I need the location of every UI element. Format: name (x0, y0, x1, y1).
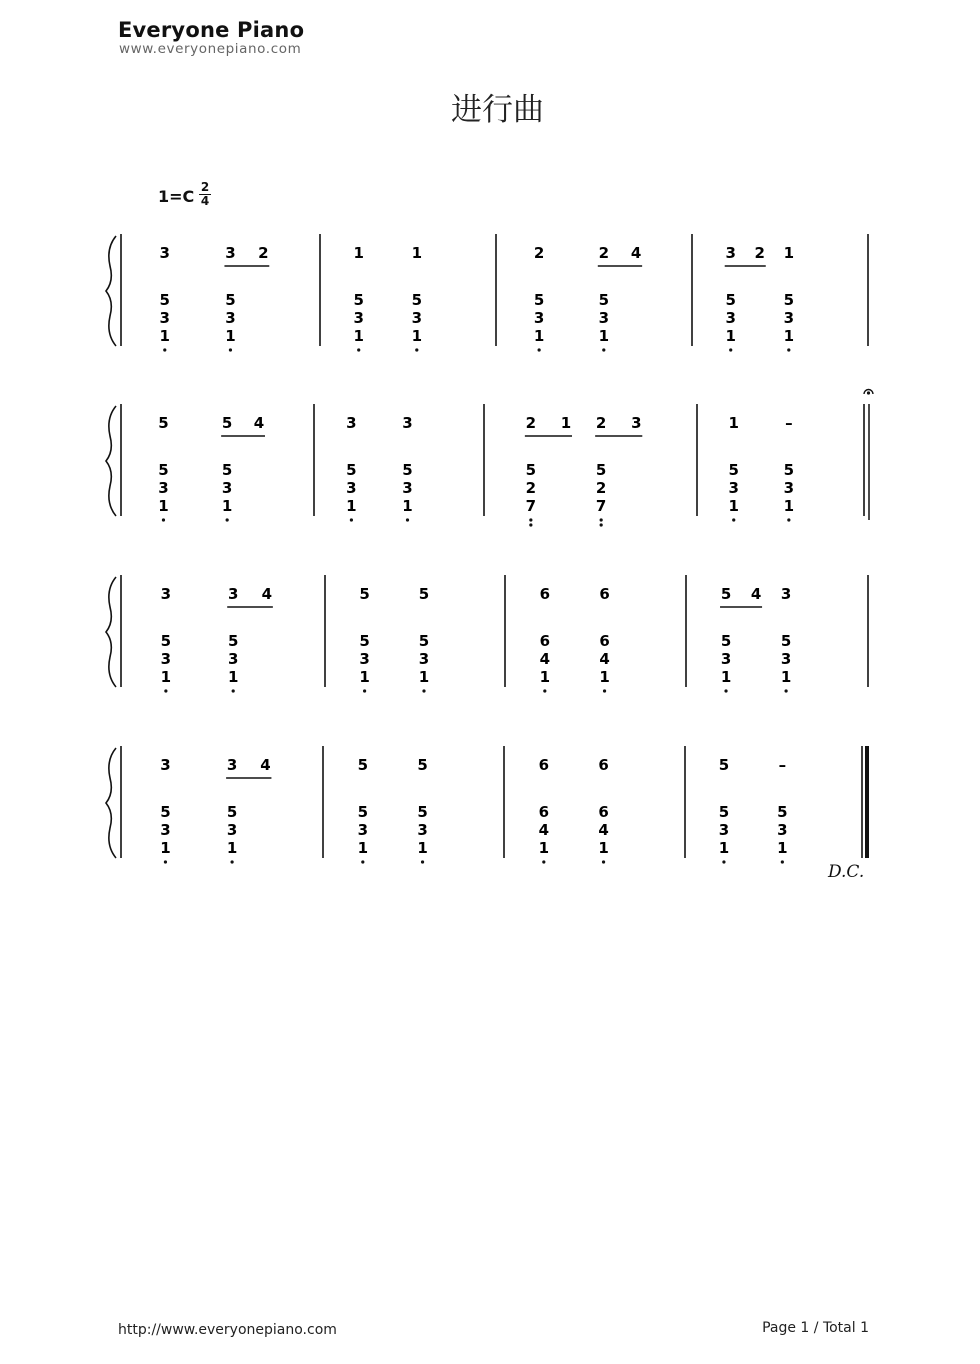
low-octave-dot (600, 518, 603, 521)
chord-note: 3 (158, 479, 169, 497)
chord-note: 3 (783, 479, 795, 497)
chord-note: 5 (159, 291, 170, 309)
chord-note: 1 (728, 497, 739, 515)
melody-note: 3 (160, 585, 172, 603)
chord-note: 7 (595, 497, 607, 515)
low-octave-dot (529, 523, 532, 526)
low-octave-dot (600, 523, 603, 526)
chord-note: 1 (227, 668, 239, 686)
low-octave-dot (785, 689, 788, 692)
chord-note: 5 (158, 461, 169, 479)
melody-note: 3 (402, 414, 413, 432)
chord-note: 6 (598, 803, 609, 821)
melody-note: 3 (631, 414, 642, 432)
low-octave-dot (542, 860, 545, 863)
brand-url: www.everyonepiano.com (119, 41, 302, 57)
chord-note: 3 (221, 479, 233, 497)
chord-note: 3 (418, 650, 430, 668)
chord-note: 5 (533, 291, 545, 309)
chord-note: 1 (411, 327, 423, 345)
low-octave-dot (729, 348, 732, 351)
chord-note: 1 (359, 668, 370, 686)
melody-note: 1 (783, 244, 795, 262)
chord-note: 1 (353, 327, 364, 345)
low-octave-dot (602, 348, 605, 351)
melody-note: 3 (159, 244, 170, 262)
chord-note: 1 (783, 497, 795, 515)
melody-note: 4 (260, 756, 271, 774)
melody-note: 5 (720, 585, 732, 603)
chord-note: 1 (158, 497, 169, 515)
melody-note: 4 (750, 585, 762, 603)
chord-note: 5 (418, 632, 430, 650)
chord-note: 5 (718, 803, 730, 821)
chord-note: 3 (728, 479, 739, 497)
chord-note: 3 (159, 309, 170, 327)
melody-note: 5 (221, 414, 233, 432)
chord-note: 1 (718, 839, 730, 857)
chord-note: 5 (359, 632, 370, 650)
chord-note: 3 (725, 309, 736, 327)
chord-note: 3 (402, 479, 413, 497)
low-octave-dot (226, 518, 229, 521)
low-octave-dot (164, 689, 167, 692)
chord-note: 6 (538, 803, 550, 821)
chord-note: 3 (780, 650, 792, 668)
chord-note: 5 (411, 291, 423, 309)
chord-note: 1 (225, 327, 236, 345)
chord-note: 1 (598, 327, 610, 345)
chord-note: 3 (533, 309, 545, 327)
melody-note: 3 (226, 756, 238, 774)
chord-note: 3 (160, 650, 172, 668)
melody-note: 5 (158, 414, 169, 432)
chord-note: 1 (777, 839, 788, 857)
chord-note: 1 (417, 839, 428, 857)
chord-note: 2 (595, 479, 607, 497)
chord-note: 1 (226, 839, 238, 857)
chord-note: 3 (777, 821, 788, 839)
low-octave-dot (529, 518, 532, 521)
chord-note: 5 (595, 461, 607, 479)
chord-note: 3 (160, 821, 171, 839)
chord-note: 5 (777, 803, 788, 821)
chord-note: 1 (221, 497, 233, 515)
melody-note: 6 (539, 585, 551, 603)
low-octave-dot (357, 348, 360, 351)
low-octave-dot (350, 518, 353, 521)
chord-note: 1 (160, 839, 171, 857)
low-octave-dot (724, 689, 727, 692)
chord-note: 4 (598, 821, 609, 839)
melody-note: 3 (160, 756, 171, 774)
chord-note: 5 (783, 291, 795, 309)
chord-note: 1 (780, 668, 792, 686)
footer-url[interactable]: http://www.everyonepiano.com (118, 1322, 337, 1338)
melody-note: 1 (560, 414, 572, 432)
low-octave-dot (363, 689, 366, 692)
melody-note: 5 (718, 756, 730, 774)
low-octave-dot (229, 348, 232, 351)
chord-note: 5 (160, 803, 171, 821)
low-octave-dot (603, 689, 606, 692)
low-octave-dot (415, 348, 418, 351)
low-octave-dot (422, 689, 425, 692)
chord-note: 1 (160, 668, 172, 686)
chord-note: 3 (598, 309, 610, 327)
chord-note: 1 (402, 497, 413, 515)
page-title: 进行曲 (451, 92, 544, 128)
melody-note: 6 (598, 756, 609, 774)
low-octave-dot (722, 860, 725, 863)
chord-note: 5 (357, 803, 369, 821)
low-octave-dot (231, 860, 234, 863)
low-octave-dot (361, 860, 364, 863)
brand-name: Everyone Piano (118, 18, 305, 42)
melody-note: 4 (630, 244, 642, 262)
chord-note: 5 (780, 632, 792, 650)
brace (106, 748, 116, 858)
chord-note: 1 (539, 668, 551, 686)
melody-note: 2 (525, 414, 537, 432)
low-octave-dot (543, 689, 546, 692)
chord-note: 3 (718, 821, 730, 839)
chord-note: 1 (725, 327, 736, 345)
chord-note: 3 (357, 821, 369, 839)
brace (106, 406, 116, 516)
page-indicator: Page 1 / Total 1 (762, 1320, 869, 1336)
low-octave-dot (787, 518, 790, 521)
chord-note: 1 (599, 668, 610, 686)
brace (106, 236, 116, 346)
low-octave-dot (781, 860, 784, 863)
chord-note: 5 (783, 461, 795, 479)
melody-note: – (778, 756, 787, 774)
chord-note: 4 (599, 650, 610, 668)
chord-note: 3 (359, 650, 370, 668)
chord-note: 7 (525, 497, 537, 515)
melody-note: 3 (225, 244, 236, 262)
melody-note: 2 (258, 244, 269, 262)
melody-note: 1 (411, 244, 423, 262)
melody-note: 5 (359, 585, 370, 603)
chord-note: 6 (599, 632, 610, 650)
low-octave-dot (164, 860, 167, 863)
chord-note: 3 (783, 309, 795, 327)
chord-note: 1 (720, 668, 732, 686)
melody-note: 5 (418, 585, 430, 603)
chord-note: 5 (525, 461, 537, 479)
chord-note: 3 (225, 309, 236, 327)
chord-note: 5 (160, 632, 172, 650)
chord-note: 5 (720, 632, 732, 650)
chord-note: 5 (353, 291, 364, 309)
melody-note: 5 (417, 756, 428, 774)
melody-note: 3 (725, 244, 736, 262)
melody-note: 6 (538, 756, 550, 774)
chord-note: 3 (353, 309, 364, 327)
melody-note: 3 (780, 585, 792, 603)
chord-note: 1 (783, 327, 795, 345)
key-signature: 1=C (158, 187, 195, 206)
time-signature-bottom: 4 (200, 194, 210, 208)
low-octave-dot (421, 860, 424, 863)
chord-note: 1 (533, 327, 545, 345)
chord-note: 4 (538, 821, 550, 839)
chord-note: 3 (226, 821, 238, 839)
chord-note: 1 (357, 839, 369, 857)
chord-note: 5 (725, 291, 736, 309)
low-octave-dot (732, 518, 735, 521)
chord-note: 5 (225, 291, 236, 309)
melody-note: 2 (754, 244, 765, 262)
melody-note: 2 (598, 244, 610, 262)
chord-note: 5 (417, 803, 428, 821)
chord-note: 5 (728, 461, 739, 479)
low-octave-dot (162, 518, 165, 521)
melody-note: 1 (353, 244, 364, 262)
melody-note: 4 (261, 585, 273, 603)
low-octave-dot (232, 689, 235, 692)
melody-note: 5 (357, 756, 369, 774)
melody-note: 4 (253, 414, 265, 432)
chord-note: 3 (417, 821, 428, 839)
melody-note: 1 (728, 414, 739, 432)
low-octave-dot (538, 348, 541, 351)
low-octave-dot (406, 518, 409, 521)
time-signature-top: 2 (200, 180, 210, 194)
chord-note: 3 (346, 479, 357, 497)
melody-note: 2 (533, 244, 545, 262)
melody-note: 3 (346, 414, 357, 432)
melody-note: 2 (595, 414, 607, 432)
chord-note: 1 (538, 839, 550, 857)
low-octave-dot (163, 348, 166, 351)
melody-note: 6 (599, 585, 610, 603)
da-capo-mark: D.C. (828, 862, 865, 882)
chord-note: 4 (539, 650, 551, 668)
chord-note: 3 (411, 309, 423, 327)
low-octave-dot (787, 348, 790, 351)
chord-note: 5 (346, 461, 357, 479)
chord-note: 1 (598, 839, 609, 857)
chord-note: 1 (418, 668, 430, 686)
chord-note: 6 (539, 632, 551, 650)
chord-note: 5 (598, 291, 610, 309)
chord-note: 5 (227, 632, 239, 650)
chord-note: 5 (221, 461, 233, 479)
fermata-dot (867, 391, 870, 394)
chord-note: 5 (402, 461, 413, 479)
chord-note: 3 (227, 650, 239, 668)
chord-note: 1 (346, 497, 357, 515)
chord-note: 5 (226, 803, 238, 821)
melody-note: – (785, 414, 793, 432)
low-octave-dot (602, 860, 605, 863)
chord-note: 3 (720, 650, 732, 668)
chord-note: 2 (525, 479, 537, 497)
chord-note: 1 (159, 327, 170, 345)
melody-note: 3 (227, 585, 239, 603)
brace (106, 577, 116, 687)
